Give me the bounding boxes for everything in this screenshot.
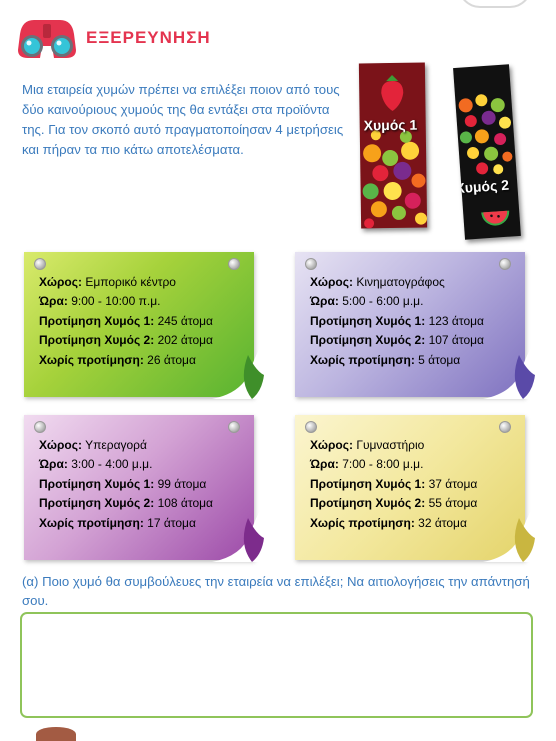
binoculars-icon	[14, 14, 80, 64]
page-corner-decoration	[458, 0, 532, 8]
intro-paragraph: Μια εταιρεία χυμών πρέπει να επιλέξει ποιον από τους δύο καινούριους χυμούς της θα εντάξει στα προϊόντα της. Για τον σκοπό αυτό πραγματοποίησαν 4 μετρήσεις και πήραν τα πιο κάτω αποτελέσματα.	[22, 82, 344, 157]
answer-box[interactable]	[20, 612, 533, 718]
pin-icon	[34, 258, 46, 270]
note-pref1-row: Προτίμηση Χυμός 1: 99 άτομα	[39, 476, 207, 491]
note-place: Υπεραγορά	[85, 438, 147, 452]
note-time-row: Ώρα: 7:00 - 8:00 μ.μ.	[310, 457, 424, 472]
page-curl-icon	[212, 341, 264, 399]
note-place-row: Χώρος: Υπεραγορά	[39, 438, 147, 452]
note-pref2: 55 άτομα	[428, 496, 478, 511]
page-curl-icon	[212, 504, 264, 562]
juice-1-label: Χυμός 1	[363, 116, 418, 134]
fruit-pattern-1	[359, 63, 427, 229]
note-place: Γυμναστήριο	[356, 438, 425, 452]
note-time-row: Ώρα: 3:00 - 4:00 μ.μ.	[39, 457, 153, 472]
note-pref2: 202 άτομα	[157, 333, 213, 348]
question-a: (α) Ποιο χυμό θα συμβούλευες την εταιρεία να επιλέξει; Να αιτιολογήσεις την απάντησή σου.	[22, 574, 530, 608]
page-curl-icon	[483, 341, 535, 399]
note-time-row: Ώρα: 5:00 - 6:00 μ.μ.	[310, 294, 424, 309]
measurement-note-3	[24, 415, 254, 560]
note-none-row: Χωρίς προτίμηση: 32 άτομα	[310, 515, 467, 530]
note-time: 3:00 - 4:00 μ.μ.	[71, 457, 153, 472]
note-none: 5 άτομα	[418, 352, 461, 367]
note-pref1-row: Προτίμηση Χυμός 1: 37 άτομα	[310, 476, 478, 491]
fruit-pattern-2	[453, 64, 521, 239]
note-pref1: 37 άτομα	[428, 476, 478, 491]
note-place: Κινηματογράφος	[356, 275, 445, 289]
note-pref1-row: Προτίμηση Χυμός 1: 245 άτομα	[39, 313, 213, 328]
juice-1-card	[359, 63, 427, 229]
measurement-note-4	[295, 415, 525, 560]
note-place-row: Χώρος: Γυμναστήριο	[310, 438, 425, 452]
pin-icon	[305, 421, 317, 433]
pin-icon	[305, 258, 317, 270]
note-time-row: Ώρα: 9:00 - 10:00 π.μ.	[39, 294, 161, 309]
measurement-note-1	[24, 252, 254, 397]
note-pref1: 99 άτομα	[157, 476, 207, 491]
note-pref2-row: Προτίμηση Χυμός 2: 107 άτομα	[310, 333, 484, 348]
pin-icon	[499, 258, 511, 270]
juice-2-card	[453, 64, 521, 239]
note-pref2-row: Προτίμηση Χυμός 2: 55 άτομα	[310, 496, 478, 511]
section-title: ΕΞΕΡΕΥΝΗΣΗ	[86, 28, 211, 47]
page-footer-decoration	[36, 727, 76, 741]
juice-2-label: Χυμός 2	[454, 176, 510, 197]
note-place: Εμπορικό κέντρο	[85, 275, 176, 289]
note-place-row: Χώρος: Κινηματογράφος	[310, 275, 445, 289]
measurement-note-2	[295, 252, 525, 397]
note-none-row: Χωρίς προτίμηση: 5 άτομα	[310, 352, 461, 367]
note-pref2: 107 άτομα	[428, 333, 484, 348]
pin-icon	[228, 421, 240, 433]
note-none-row: Χωρίς προτίμηση: 26 άτομα	[39, 352, 196, 367]
note-time: 7:00 - 8:00 μ.μ.	[342, 457, 424, 472]
note-pref2-row: Προτίμηση Χυμός 2: 108 άτομα	[39, 496, 213, 511]
note-time: 5:00 - 6:00 μ.μ.	[342, 294, 424, 309]
page-curl-icon	[483, 504, 535, 562]
note-none: 17 άτομα	[147, 515, 196, 530]
pin-icon	[499, 421, 511, 433]
pin-icon	[228, 258, 240, 270]
note-time: 9:00 - 10:00 π.μ.	[71, 294, 161, 309]
note-none: 26 άτομα	[147, 352, 196, 367]
note-place-row: Χώρος: Εμπορικό κέντρο	[39, 275, 176, 289]
pin-icon	[34, 421, 46, 433]
note-pref1-row: Προτίμηση Χυμός 1: 123 άτομα	[310, 313, 484, 328]
note-pref1: 245 άτομα	[157, 313, 213, 328]
section-header	[14, 14, 274, 62]
note-pref2-row: Προτίμηση Χυμός 2: 202 άτομα	[39, 333, 213, 348]
note-none-row: Χωρίς προτίμηση: 17 άτομα	[39, 515, 196, 530]
note-pref1: 123 άτομα	[428, 313, 484, 328]
note-pref2: 108 άτομα	[157, 496, 213, 511]
note-none: 32 άτομα	[418, 515, 467, 530]
